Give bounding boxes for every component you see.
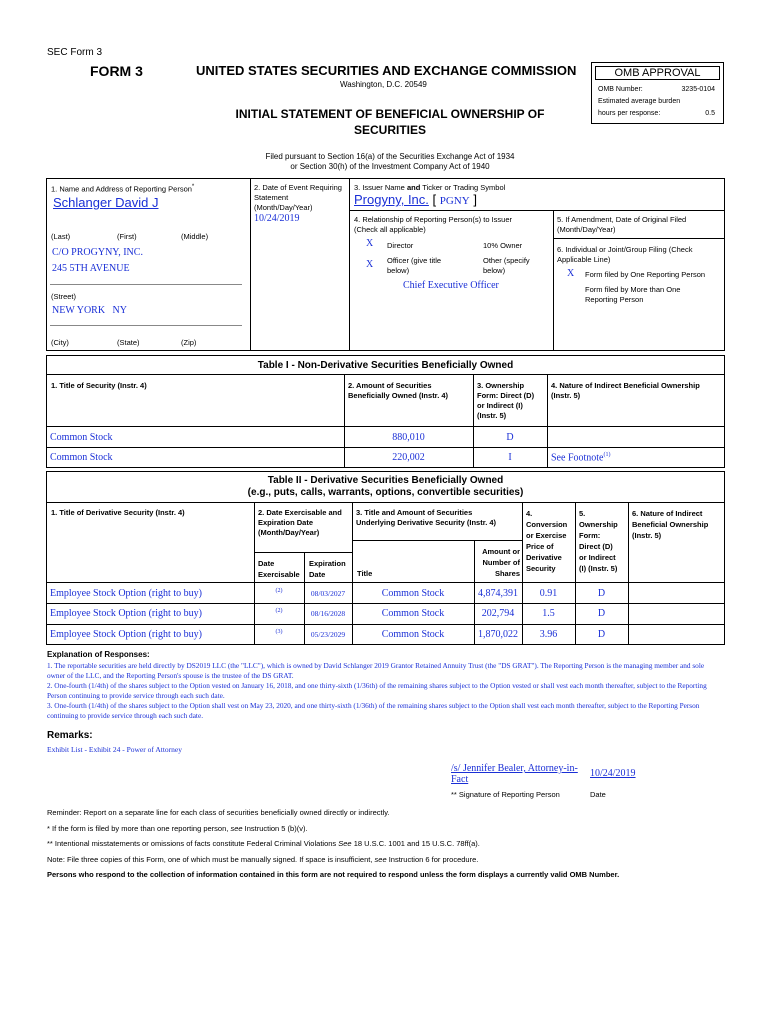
table1-row1-form: D bbox=[506, 432, 514, 443]
filed-line2: or Section 30(h) of the Investment Company Act of 1940 bbox=[290, 162, 490, 171]
event-date: 10/24/2019 bbox=[254, 213, 300, 224]
omb-approval-box bbox=[591, 62, 724, 124]
remarks-heading: Remarks: bbox=[47, 730, 93, 741]
more-persons-label: Form filed by More than One Reporting Person bbox=[585, 285, 681, 304]
table2-col1: 1. Title of Derivative Security (Instr. 4) bbox=[51, 508, 185, 517]
omb-number: 3235-0104 bbox=[681, 86, 715, 93]
city-state: NEW YORK NY bbox=[52, 305, 127, 316]
footer-notes bbox=[47, 805, 727, 883]
table1-col4: 4. Nature of Indirect Beneficial Ownership (Instr. 5) bbox=[551, 381, 700, 400]
table2-col2: 2. Date Exercisable and Expiration Date (Month/Day/Year) bbox=[258, 508, 342, 537]
filed-pursuant bbox=[225, 152, 555, 172]
footer-note2: ** Intentional misstatements or omissions of facts constitute Federal Criminal Violations See 18 U.S.C. 1001 and 15 U.S.C. 78ff(a). bbox=[47, 839, 480, 848]
form-number: FORM 3 bbox=[90, 63, 143, 79]
table2-col4: 4. Conversion or Exercise Price of Derivative Security bbox=[526, 509, 568, 573]
table2-col5: 5. Ownership Form: Direct (D) or Indirect (I) (Instr. 5) bbox=[579, 509, 618, 573]
table2-row1-form: D bbox=[597, 588, 606, 599]
table2-row2-exercisable: (2) bbox=[275, 608, 283, 614]
one-person-check: X bbox=[567, 268, 575, 279]
label-last: (Last) bbox=[51, 232, 71, 241]
table2-row3-price: 3.96 bbox=[539, 629, 558, 640]
table2-col6: 6. Nature of Indirect Beneficial Ownership (Instr. 5) bbox=[632, 509, 709, 540]
signature-line2: Fact bbox=[451, 774, 469, 785]
remarks-text: Exhibit List - Exhibit 24 - Power of Attorney bbox=[47, 745, 182, 754]
table1-row2-title: Common Stock bbox=[50, 452, 113, 463]
table2-row1-title: Employee Stock Option (right to buy) bbox=[50, 588, 202, 599]
commission-city: Washington, D.C. 20549 bbox=[340, 80, 427, 89]
ticker-symbol: PGNY bbox=[439, 195, 470, 207]
date-label: Date bbox=[590, 790, 606, 799]
officer-label: Officer (give title below) bbox=[387, 256, 442, 275]
label-middle: (Middle) bbox=[181, 232, 209, 241]
table2-row2-expiration: 08/16/2028 bbox=[310, 609, 346, 618]
response-3: 3. One-fourth (1/4th) of the shares subject to the Option shall vest on May 23, 2020, and one thirty-sixth (1/36th) of the remaining shares subject to the Option shall vest each month thereafter, subject to the Reporting Person continuing to provide service through each such date. bbox=[47, 701, 700, 720]
table2-row3-form: D bbox=[597, 629, 606, 640]
footer-note3: Note: File three copies of this Form, one of which must be manually signed. If space is insufficient, see Instruction 6 for procedure. bbox=[47, 854, 479, 864]
omb-hours-label: hours per response: bbox=[598, 110, 661, 117]
footer-note1: * If the form is filed by more than one reporting person, see Instruction 5 (b)(v). bbox=[47, 823, 308, 833]
table2-row3-shares: 1,870,022 bbox=[478, 629, 518, 640]
box1-label: 1. Name and Address of Reporting Person* bbox=[51, 184, 195, 194]
label-state: (State) bbox=[117, 338, 140, 347]
response-1: 1. The reportable securities are held directly by DS2019 LLC (the "LLC"), which is owned by David Schlanger 2019 Grantor Retained Annuity Trust (the "DS GRAT"). The Reporting Person is the managing member and sole owner of the LLC, and the Reporting Person's spouse is the trustee of the DS GRAT. bbox=[47, 661, 705, 680]
ten-percent-label: 10% Owner bbox=[483, 241, 523, 250]
signature-label: ** Signature of Reporting Person bbox=[451, 790, 560, 799]
table1-col2: 2. Amount of Securities Beneficially Owned (Instr. 4) bbox=[348, 381, 449, 400]
issuer-name: Progyny, Inc. [ PGNY ] bbox=[354, 192, 477, 207]
label-first: (First) bbox=[117, 232, 137, 241]
table2-row3-exercisable: (3) bbox=[275, 629, 283, 635]
table1-row2-form: I bbox=[508, 452, 512, 463]
box6-label: 6. Individual or Joint/Group Filing (Check Applicable Line) bbox=[557, 245, 693, 264]
table2-sub-title: Title bbox=[357, 569, 373, 578]
signature-block bbox=[451, 763, 578, 785]
address-line2: 245 5TH AVENUE bbox=[52, 263, 130, 274]
reporting-person-name[interactable]: Schlanger David J bbox=[53, 195, 159, 210]
one-person-label: Form filed by One Reporting Person bbox=[585, 270, 706, 279]
statement-title-line1: INITIAL STATEMENT OF BENEFICIAL OWNERSHIP OF bbox=[235, 107, 545, 121]
signature-line1: /s/ Jennifer Bealer, Attorney-in- bbox=[451, 763, 578, 774]
table2-row2-underlying: Common Stock bbox=[381, 608, 445, 619]
table2-row1-exercisable: (2) bbox=[275, 588, 283, 594]
officer-title: Chief Executive Officer bbox=[403, 280, 499, 291]
address-line1: C/O PROGYNY, INC. bbox=[52, 247, 143, 258]
officer-check: X bbox=[366, 259, 374, 270]
table2-row1-price: 0.91 bbox=[539, 588, 558, 599]
table2-sub-amount: Amount or Number of Shares bbox=[482, 547, 520, 578]
responses-list bbox=[47, 661, 723, 720]
label-city: (City) bbox=[51, 338, 69, 347]
director-label: Director bbox=[387, 241, 414, 250]
box5-label: 5. If Amendment, Date of Original Filed (Month/Day/Year) bbox=[557, 215, 687, 234]
table2-row3-title: Employee Stock Option (right to buy) bbox=[50, 629, 202, 640]
omb-title: OMB APPROVAL bbox=[595, 66, 720, 80]
table2-row3-underlying: Common Stock bbox=[381, 629, 445, 640]
table1-row2-amount: 220,002 bbox=[392, 452, 425, 463]
filed-line1: Filed pursuant to Section 16(a) of the Securities Exchange Act of 1934 bbox=[265, 152, 515, 161]
table1-row2-nature: See Footnote$^{(1)}$ bbox=[551, 452, 611, 464]
omb-hours: 0.5 bbox=[705, 110, 715, 117]
table1-row1-amount: 880,010 bbox=[392, 432, 425, 443]
box3-label: 3. Issuer Name and Ticker or Trading Symbol bbox=[354, 183, 506, 192]
table2-sub-expiration: Expiration Date bbox=[309, 559, 346, 579]
sec-form-label: SEC Form 3 bbox=[47, 47, 103, 58]
footer-reminder: Reminder: Report on a separate line for each class of securities beneficially owned directly or indirectly. bbox=[47, 808, 390, 817]
table2-row2-price: 1.5 bbox=[542, 608, 555, 619]
commission-title: UNITED STATES SECURITIES AND EXCHANGE COMMISSION bbox=[196, 63, 577, 78]
table2-row3-expiration: 05/23/2029 bbox=[310, 630, 346, 639]
table2-row2-title: Employee Stock Option (right to buy) bbox=[50, 608, 202, 619]
other-label: Other (specify below) bbox=[483, 256, 530, 275]
responses-heading: Explanation of Responses: bbox=[47, 650, 150, 659]
box2-label: 2. Date of Event Requiring Statement (Month/Day/Year) bbox=[254, 183, 342, 212]
statement-title bbox=[220, 106, 560, 138]
label-zip: (Zip) bbox=[181, 338, 197, 347]
table2-sub-date: Date Exercisable bbox=[258, 559, 300, 579]
table2-title: Table II - Derivative Securities Beneficially Owned (e.g., puts, calls, warrants, options, convertible securities) bbox=[247, 475, 524, 498]
signature-date: 10/24/2019 bbox=[590, 768, 636, 779]
table2-row1-shares: 4,874,391 bbox=[478, 588, 518, 599]
footer-persons: Persons who respond to the collection of information contained in this form are not required to respond unless the form displays a currently valid OMB Number. bbox=[47, 870, 620, 879]
table1-row1-title: Common Stock bbox=[50, 432, 113, 443]
table1-col1: 1. Title of Security (Instr. 4) bbox=[51, 381, 147, 390]
label-street: (Street) bbox=[51, 292, 77, 301]
omb-number-label: OMB Number: bbox=[598, 86, 643, 93]
table1-col3: 3. Ownership Form: Direct (D) or Indirect (I) (Instr. 5) bbox=[477, 381, 535, 420]
box4-label: 4. Relationship of Reporting Person(s) to Issuer (Check all applicable) bbox=[354, 215, 512, 234]
table1-title: Table I - Non-Derivative Securities Beneficially Owned bbox=[257, 360, 514, 371]
table2-row1-expiration: 08/03/2027 bbox=[310, 589, 346, 598]
issuer-link[interactable]: Progyny, Inc. bbox=[354, 192, 429, 207]
director-check: X bbox=[366, 238, 374, 249]
omb-burden-label: Estimated average burden bbox=[598, 98, 681, 105]
statement-title-line2: SECURITIES bbox=[353, 123, 426, 137]
table2-row2-shares: 202,794 bbox=[481, 608, 515, 619]
table2-col3: 3. Title and Amount of Securities Underlying Derivative Security (Instr. 4) bbox=[356, 508, 497, 527]
response-2: 2. One-fourth (1/4th) of the shares subject to the Option vested on January 16, 2018, and one thirty-sixth (1/36th) of the remaining shares subject to the Option vested or shall vest each month thereafter, subject to the Reporting Person continuing to provide service through each such date. bbox=[47, 681, 707, 700]
table2-row2-form: D bbox=[597, 608, 606, 619]
table2-row1-underlying: Common Stock bbox=[381, 588, 445, 599]
